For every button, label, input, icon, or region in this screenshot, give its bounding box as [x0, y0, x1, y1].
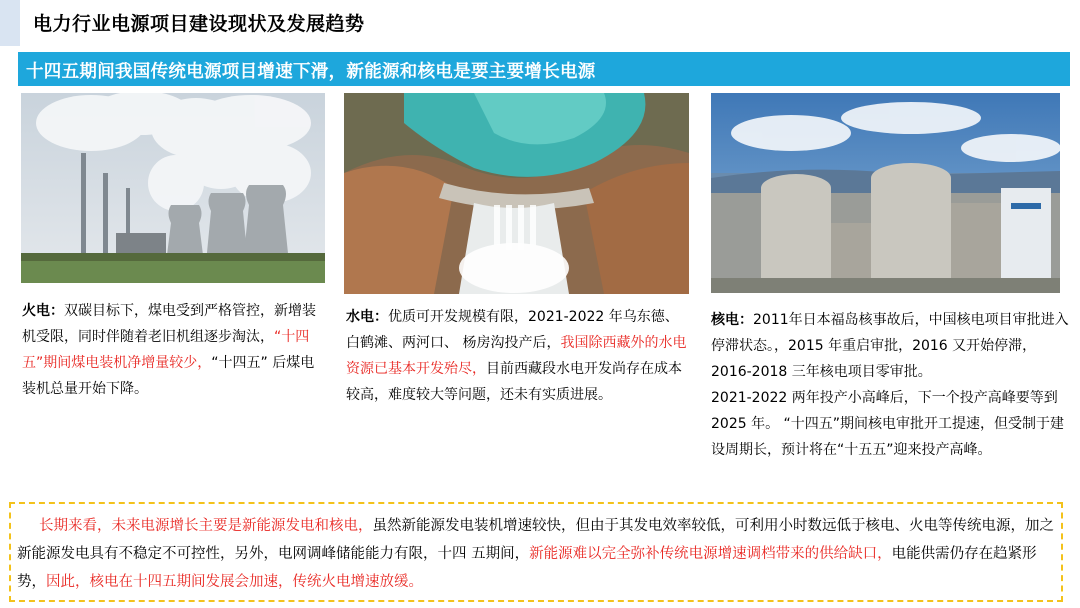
headline-text: 十四五期间我国传统电源项目增速下滑，新能源和核电是要主要增长电源 [26, 62, 596, 82]
hydro-label: 水电： [346, 309, 388, 325]
summary-part-3: 新能源难以完全弥补传统电源增速调档带来的供给缺口， [529, 546, 892, 562]
nuclear-text-1: 2011年日本福岛核事故后，中国核电项目审批进入停滞状态。，2015 年重启审批，2016 又开始停滞，2016-2018 三年核电项目零审批。 [711, 312, 1069, 380]
nuclear-power-caption [711, 307, 1069, 463]
nuclear-power-plant-photo [711, 93, 1060, 293]
summary-part-2: 虽然新能源发电装机增速较快，但由于其发电效率较低，可利用小时数远低于核电、火电等传统电源，加之新能源发电具有不稳定不可控性，另外，电网调峰储能能力有限，十四 五期间， [17, 518, 1054, 562]
coal-power-plant-photo [21, 93, 325, 283]
coal-highlight: “十四五”期间煤电装机净增量较少， [22, 329, 310, 371]
summary-part-5: 因此，核电在十四五期间发展会加速，传统火电增速放缓。 [46, 574, 423, 590]
title-accent-bar [0, 0, 20, 46]
coal-text-2: “十四五” 后煤电装机总量开始下降。 [22, 355, 315, 397]
hydro-highlight: 我国除西藏外的水电资源已基本开发殆尽， [346, 335, 687, 377]
hydro-power-caption [346, 304, 691, 408]
coal-text-1: 双碳目标下，煤电受到严格管控，新增装机受限，同时伴随着老旧机组逐步淘汰， [22, 303, 316, 345]
page-title: 电力行业电源项目建设现状及发展趋势 [33, 13, 365, 35]
nuclear-text-2: 2021-2022 两年投产小高峰后，下一个投产高峰要等到 2025 年。 “十四五”期间核电审批开工提速，但受制于建设周期长，预计将在“十五五”迎来投产高峰。 [711, 390, 1065, 458]
coal-power-caption [22, 298, 322, 402]
coal-label: 火电： [22, 303, 64, 319]
hydro-text-1: 优质可开发规模有限，2021-2022 年乌东德、白鹤滩、两河口、 杨房沟投产后， [346, 309, 679, 351]
headline-banner [18, 52, 1070, 86]
summary-paragraph [17, 512, 1057, 596]
summary-part-4: 电能供需仍存在趋紧形势， [17, 546, 1037, 590]
hydropower-dam-photo [344, 93, 689, 294]
hydro-text-2: 目前西藏段水电开发尚存在成本较高，难度较大等问题，还未有实质进展。 [346, 361, 682, 403]
summary-box [9, 502, 1063, 602]
nuclear-label: 核电： [711, 312, 753, 328]
summary-part-1: 长期来看，未来电源增长主要是新能源发电和核电， [39, 518, 373, 534]
